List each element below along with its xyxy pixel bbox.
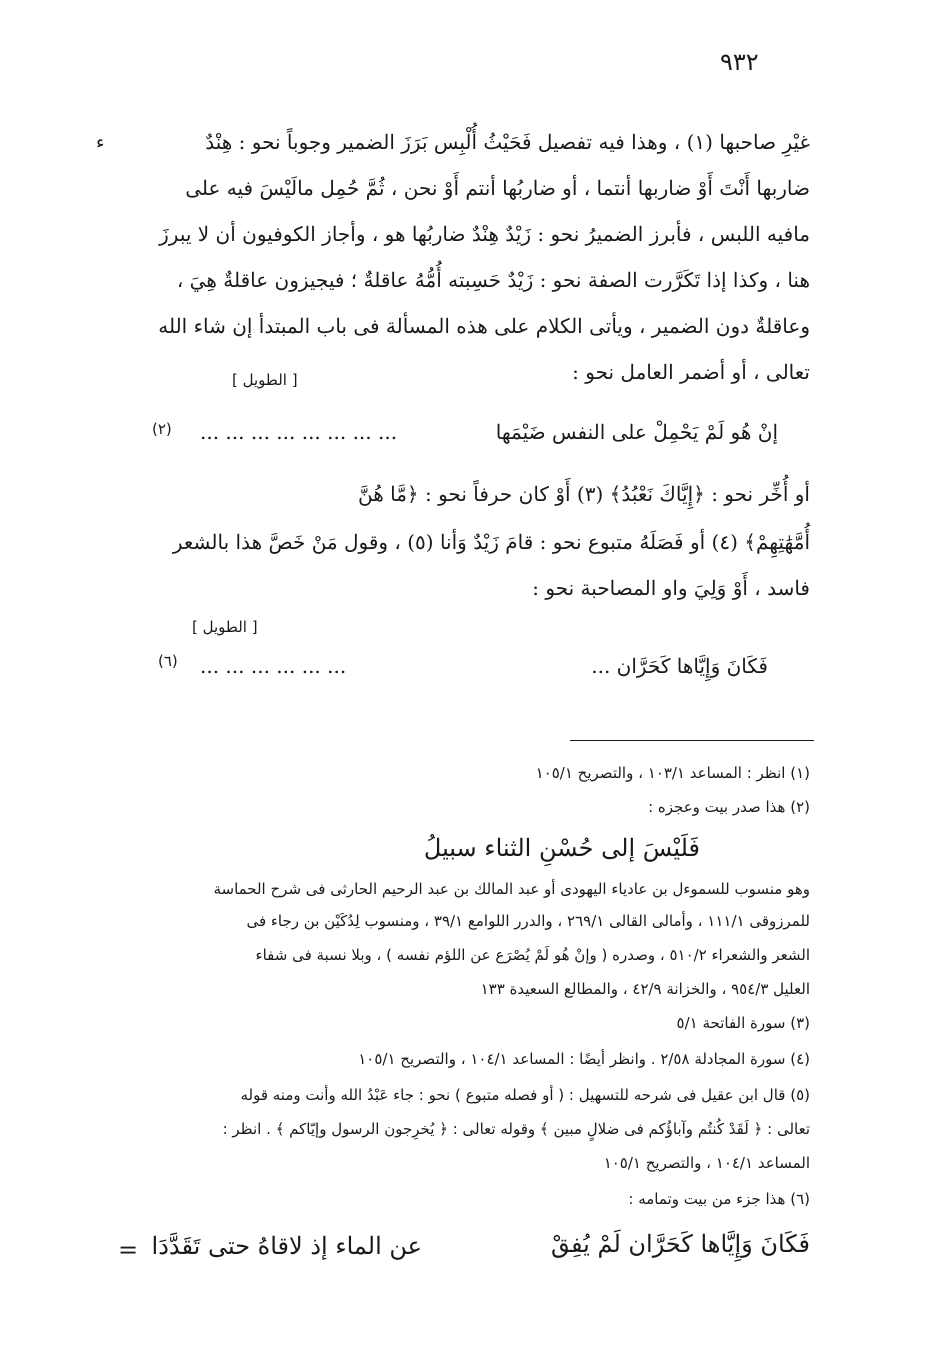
footnote-line: (٥) قال ابن عقيل فى شرحه للتسهيل : ( أو فصله متبوع ) نحو : جاء عَبْدُ الله وأنت ومنه قوله xyxy=(240,1086,810,1104)
main-text-line: أو أُخِّر نحو : ﴿إِيَّاكَ نَعْبُدُ﴾ (٣) أَوْ كان حرفاً نحو : ﴿مَّا هُنَّ xyxy=(357,482,810,506)
continuation-mark: = xyxy=(118,1236,139,1264)
main-text-line: تعالى ، أو أضمر العامل نحو : xyxy=(572,360,810,384)
footnote-verse-second: عن الماء إذ لاقاهُ حتى تَقَدَّدَا xyxy=(151,1232,422,1260)
verse-ellipsis: ... ... ... ... ... ... ... ... xyxy=(200,420,398,444)
main-text-line: فاسد ، أَوْ وَلِيَ واو المصاحبة نحو : xyxy=(532,576,810,600)
footnote-line: (١) انظر : المساعد ١٠٣/١ ، والتصريح ١٠٥/١ xyxy=(535,764,810,782)
footnote-line: الشعر والشعراء ٥١٠/٢ ، وصدره ( وإنْ هُو لَمْ يُصْرَع عن اللؤم نفسه ) ، وبلا نسبة فى شفاء xyxy=(255,946,810,964)
footnote-separator xyxy=(570,740,814,741)
footnote-ref: (٢) xyxy=(152,420,172,438)
main-text-line: هنا ، وكذا إذا تَكَرَّرت الصفة نحو : زَيْدٌ حَسِبته أُمُّهُ عاقلةٌ ؛ فيجيزون عاقلةٌ هِيَ ، xyxy=(176,268,810,292)
meter-label: [ الطويل ] xyxy=(232,371,298,389)
meter-label: [ الطويل ] xyxy=(192,618,258,636)
main-text-line: أُمَّهَٰتِهِمْ﴾ (٤) أو فَصَلَهُ متبوع نحو : قامَ زَيْدٌ وَأنا (٥) ، وقول مَنْ خَصَّ هذا بالشعر xyxy=(172,530,810,554)
footnote-line: المساعد ١٠٤/١ ، والتصريح ١٠٥/١ xyxy=(603,1154,810,1172)
main-text-line: ضاربها أَنْتَ أَوْ ضاربها أنتما ، أو ضاربُها أنتم أَوْ نحن ، ثُمَّ حُمِل مالَيْسَ فيه على xyxy=(185,176,810,200)
main-text-line: وعاقلةٌ دون الضمير ، ويأتى الكلام على هذه المسألة فى باب المبتدأ إن شاء الله xyxy=(158,314,810,338)
footnote-verse-first: فَكَانَ وَإِيَّاها كَحَرَّان لَمْ يُفِقْ xyxy=(551,1230,810,1258)
footnote-line: للمرزوقى ١١١/١ ، وأمالى القالى ٢٦٩/١ ، والدرر اللوامع ٣٩/١ ، ومنسوب لِدُكَيْن بن رجاء فى xyxy=(246,912,810,930)
main-text-line: غيْرِ صاحبها (١) ، وهذا فيه تفصيل فَحَيْثُ أُلْبِس بَرَزَ الضمير وجوباً نحو : هِنْدٌ xyxy=(205,130,810,154)
verse-ellipsis: ... ... ... ... ... ... xyxy=(200,654,347,678)
footnote-line: (٣) سورة الفاتحة ٥/١ xyxy=(676,1014,810,1032)
footnote-ref: (٦) xyxy=(158,652,178,670)
footnote-line: (٦) هذا جزء من بيت وتمامه : xyxy=(628,1190,810,1208)
footnote-line: وهو منسوب للسموءل بن عادياء اليهودى أو عبد المالك بن عبد الرحيم الحارثى فى شرح الحماسة xyxy=(213,880,810,898)
footnote-line: تعالى : ﴿ لَقَدْ كُنتُم وآباؤُكم فى ضلالٍ مبين ﴾ وقوله تعالى : ﴿ يُخرِجون الرسول وإيّاكم ﴾ . انظر : xyxy=(222,1120,810,1138)
footnote-line: (٢) هذا صدر بيت وعجزه : xyxy=(648,798,810,816)
page-number: ٩٣٢ xyxy=(720,48,759,76)
footnote-verse: فَلَيْسَ إلى حُسْنِ الثناء سبيلُ xyxy=(423,834,700,862)
verse-hemistich: إنْ هُو لَمْ يَحْمِلْ على النفس ضَيْمَها xyxy=(495,420,778,444)
main-text-line: مافيه اللبس ، فأبرز الضميرُ نحو : زَيْدٌ هِنْدٌ ضاربُها هو ، وأجاز الكوفيون أن لا يبرزَ xyxy=(159,222,810,246)
margin-mark: ء xyxy=(96,132,105,153)
footnote-line: العليل ٩٥٤/٣ ، والخزانة ٤٢/٩ ، والمطالع السعيدة ١٣٣ xyxy=(480,980,810,998)
verse-hemistich: فَكَانَ وَإِيَّاها كَحَرَّان ... xyxy=(591,654,768,678)
footnote-line: (٤) سورة المجادلة ٢/٥٨ . وانظر أيضًا : المساعد ١٠٤/١ ، والتصريح ١٠٥/١ xyxy=(358,1050,810,1068)
